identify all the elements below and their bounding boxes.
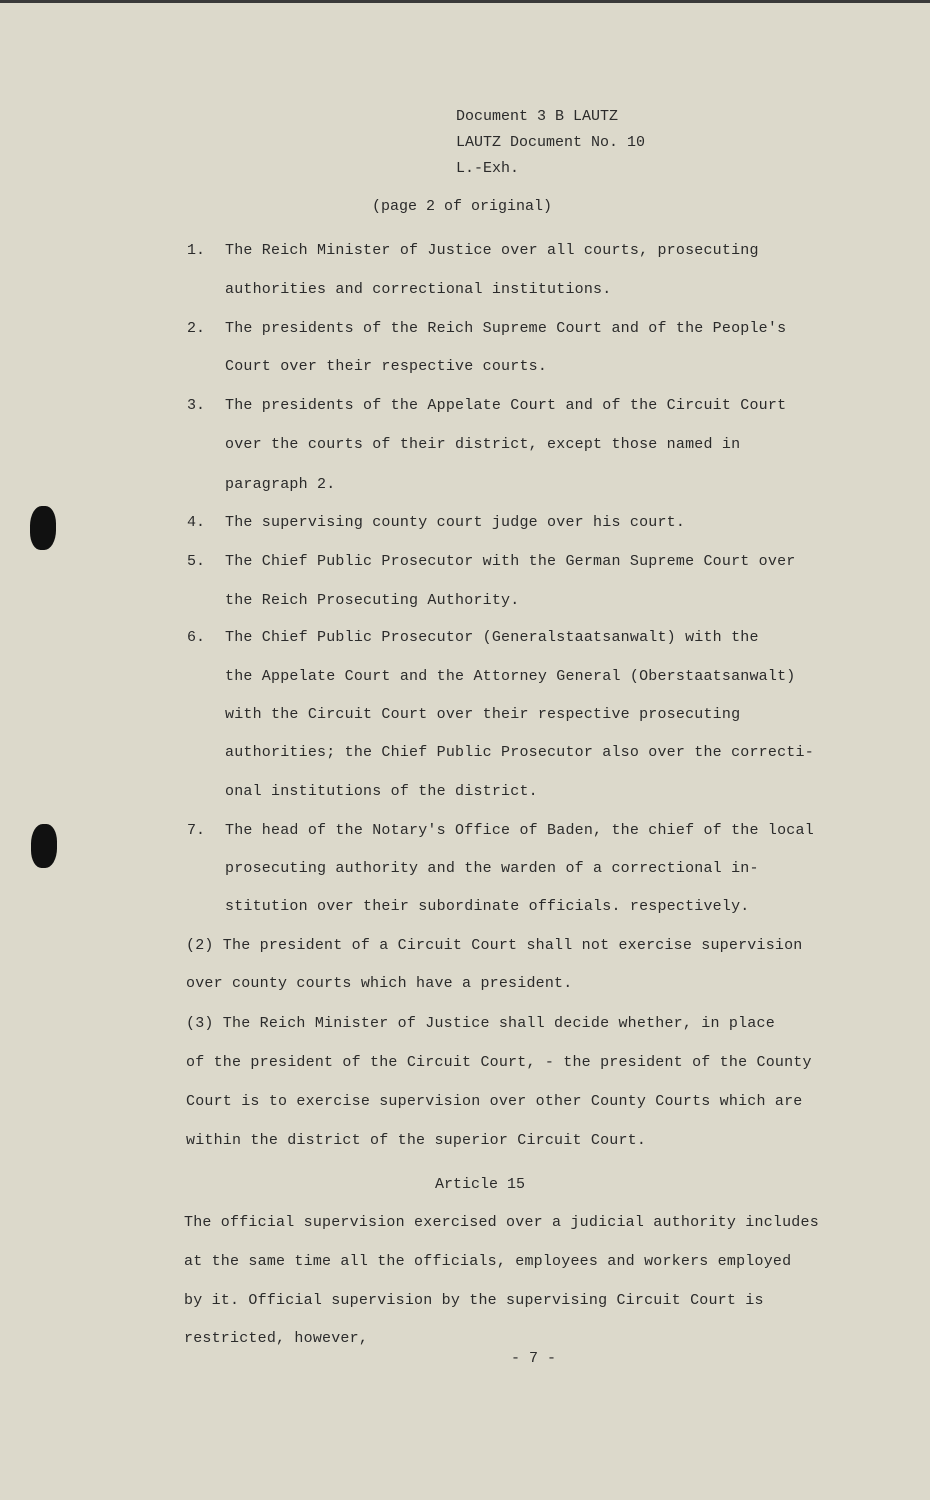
item-7-line-3: stitution over their subordinate officials. respectively.	[225, 898, 750, 915]
item-4-line-1: The supervising county court judge over his court.	[225, 514, 686, 531]
para3-line-2: of the president of the Circuit Court, - the president of the County	[186, 1054, 812, 1071]
item-2-line-2: Court over their respective courts.	[225, 358, 548, 375]
article-line-1: The official supervision exercised over a judicial authority includes	[184, 1214, 819, 1231]
header-line-3: L.-Exh.	[456, 160, 520, 177]
item-1-line-2: authorities and correctional institutions.	[225, 281, 612, 298]
item-5-line-1: The Chief Public Prosecutor with the German Supreme Court over	[225, 553, 796, 570]
item-5-number: 5.	[187, 553, 206, 570]
article-line-3: by it. Official supervision by the supervising Circuit Court is	[184, 1292, 764, 1309]
item-3-number: 3.	[187, 397, 206, 414]
document-header	[456, 104, 645, 182]
item-6-line-2: the Appelate Court and the Attorney General (Oberstaatsanwalt)	[225, 668, 796, 685]
header-line-1: Document 3 B LAUTZ	[456, 108, 619, 125]
para3-line-1: (3) The Reich Minister of Justice shall decide whether, in place	[186, 1015, 775, 1032]
header-line-2: LAUTZ Document No. 10	[456, 134, 646, 151]
item-3-line-3: paragraph 2.	[225, 476, 336, 493]
top-border	[0, 0, 930, 3]
item-6-number: 6.	[187, 629, 206, 646]
item-6-line-4: authorities; the Chief Public Prosecutor also over the correcti-	[225, 744, 814, 761]
article-line-2: at the same time all the officials, employees and workers employed	[184, 1253, 792, 1270]
para3-line-3: Court is to exercise supervision over other County Courts which are	[186, 1093, 803, 1110]
item-6-line-5: onal institutions of the district.	[225, 783, 538, 800]
para2-line-2: over county courts which have a president.	[186, 975, 573, 992]
para3-line-4: within the district of the superior Circuit Court.	[186, 1132, 647, 1149]
item-3-line-1: The presidents of the Appelate Court and of the Circuit Court	[225, 397, 787, 414]
article-heading: Article 15	[435, 1176, 526, 1193]
item-7-line-2: prosecuting authority and the warden of a correctional in-	[225, 860, 759, 877]
article-line-4: restricted, however,	[184, 1330, 369, 1347]
item-6-line-3: with the Circuit Court over their respective prosecuting	[225, 706, 741, 723]
item-5-line-2: the Reich Prosecuting Authority.	[225, 592, 520, 609]
item-7-number: 7.	[187, 822, 206, 839]
page-reference: (page 2 of original)	[372, 198, 553, 215]
item-1-number: 1.	[187, 242, 206, 259]
item-4-number: 4.	[187, 514, 206, 531]
punch-hole-bottom	[31, 824, 57, 868]
page-number: - 7 -	[511, 1350, 557, 1367]
item-1-line-1: The Reich Minister of Justice over all courts, prosecuting	[225, 242, 759, 259]
item-3-line-2: over the courts of their district, except those named in	[225, 436, 741, 453]
item-2-line-1: The presidents of the Reich Supreme Court and of the People's	[225, 320, 787, 337]
para2-line-1: (2) The president of a Circuit Court shall not exercise supervision	[186, 937, 803, 954]
item-6-line-1: The Chief Public Prosecutor (Generalstaatsanwalt) with the	[225, 629, 759, 646]
punch-hole-top	[30, 506, 56, 550]
item-2-number: 2.	[187, 320, 206, 337]
item-7-line-1: The head of the Notary's Office of Baden, the chief of the local	[225, 822, 814, 839]
